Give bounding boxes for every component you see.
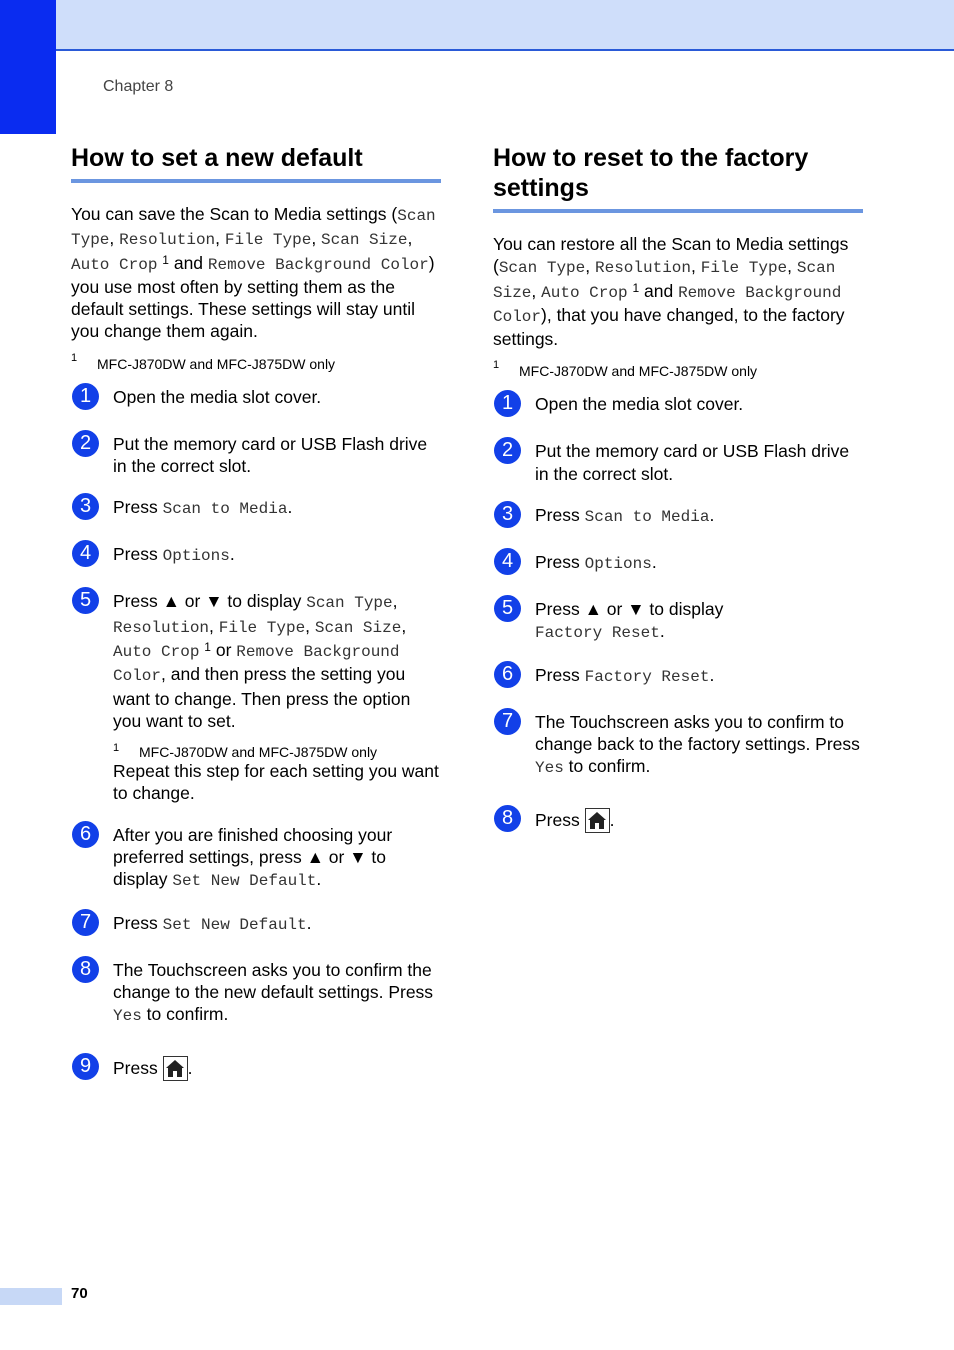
step-number: 6 [494,661,521,688]
step-item: 4 Press Options. [493,551,863,579]
home-icon [585,808,610,833]
left-column [71,143,441,1103]
step-item: 8 The Touchscreen asks you to confirm the change to the new default settings. Press Yes to confirm. [71,959,441,1028]
step-number: 9 [72,1053,99,1080]
step-item: 9 Press . [71,1056,441,1084]
step-list [71,386,441,1084]
step-number: 8 [72,956,99,983]
step-item: 6 Press Factory Reset. [493,664,863,692]
step-number: 1 [72,383,99,410]
down-arrow-icon: ▼ [627,599,645,620]
step-number: 5 [72,587,99,614]
step-list [493,393,863,835]
step-item: 6 After you are finished choosing your preferred settings, press ▲ or ▼ to display Set New Default. [71,824,441,893]
footnote: 1 MFC-J870DW and MFC-J875DW only [71,351,336,372]
section-title: How to reset to the factory settings [493,143,863,213]
step-item: 1 Open the media slot cover. [71,386,441,414]
step-number: 2 [494,437,521,464]
step-footnote: 1 MFC-J870DW and MFC-J875DW only [113,742,378,761]
step-item: 7 Press Set New Default. [71,912,441,940]
up-arrow-icon: ▲ [584,599,602,620]
home-icon [163,1056,188,1081]
intro-paragraph: You can save the Scan to Media settings (Scan Type, Resolution, File Type, Scan Size, Auto Crop $^1$ and Remove Background Color) you use most often by setting them as the default settings. These settings will stay until you change them again. [71,204,436,342]
step-number: 4 [494,548,521,575]
step-item: 5 Press ▲ or ▼ to display Factory Reset. [493,598,863,645]
intro-paragraph: You can restore all the Scan to Media settings (Scan Type, Resolution, File Type, Scan Size, Auto Crop $^1$ and Remove Background Color), that you have changed, to the factory settings. [493,234,849,350]
step-item: 2 Put the memory card or USB Flash drive in the correct slot. [493,440,863,485]
step-number: 8 [494,805,521,832]
step-number: 6 [72,821,99,848]
step-number: 5 [494,595,521,622]
step-item: 8 Press . [493,808,863,836]
step-item: 3 Press Scan to Media. [71,496,441,524]
step-number: 7 [72,909,99,936]
step-number: 2 [72,430,99,457]
step-item: 3 Press Scan to Media. [493,504,863,532]
step-item: 2 Put the memory card or USB Flash drive in the correct slot. [71,433,441,478]
step-item: 7 The Touchscreen asks you to confirm to change back to the factory settings. Press Yes to confirm. [493,711,863,780]
up-arrow-icon: ▲ [162,591,180,612]
step-item: 5 Press ▲ or ▼ to display Scan Type, Resolution, File Type, Scan Size, Auto Crop $^1$ or Remove Background Color, and then press the setting you want to change. Then press the option you want to set. 1 MFC-J870DW and MFC-J875DW only Repeat this step for each setting you want to change. [71,590,441,804]
step-item: 1 Open the media slot cover. [493,393,863,421]
step-item: 4 Press Options. [71,543,441,571]
page-number: 70 [71,1285,88,1302]
step-number: 3 [72,493,99,520]
footnote: 1 MFC-J870DW and MFC-J875DW only [493,359,758,380]
step-number: 4 [72,540,99,567]
section-title: How to set a new default [71,143,441,183]
chapter-tab [0,0,56,134]
chapter-label: Chapter 8 [103,78,174,95]
step-number: 3 [494,501,521,528]
step-number: 7 [494,708,521,735]
repeat-note: Repeat this step for each setting you want to change. [113,761,439,804]
down-arrow-icon: ▼ [205,591,223,612]
up-arrow-icon: ▲ [306,847,324,868]
footer-bar [0,1288,62,1305]
header-band [0,0,954,51]
right-column [493,143,863,855]
down-arrow-icon: ▼ [349,847,367,868]
step-number: 1 [494,390,521,417]
